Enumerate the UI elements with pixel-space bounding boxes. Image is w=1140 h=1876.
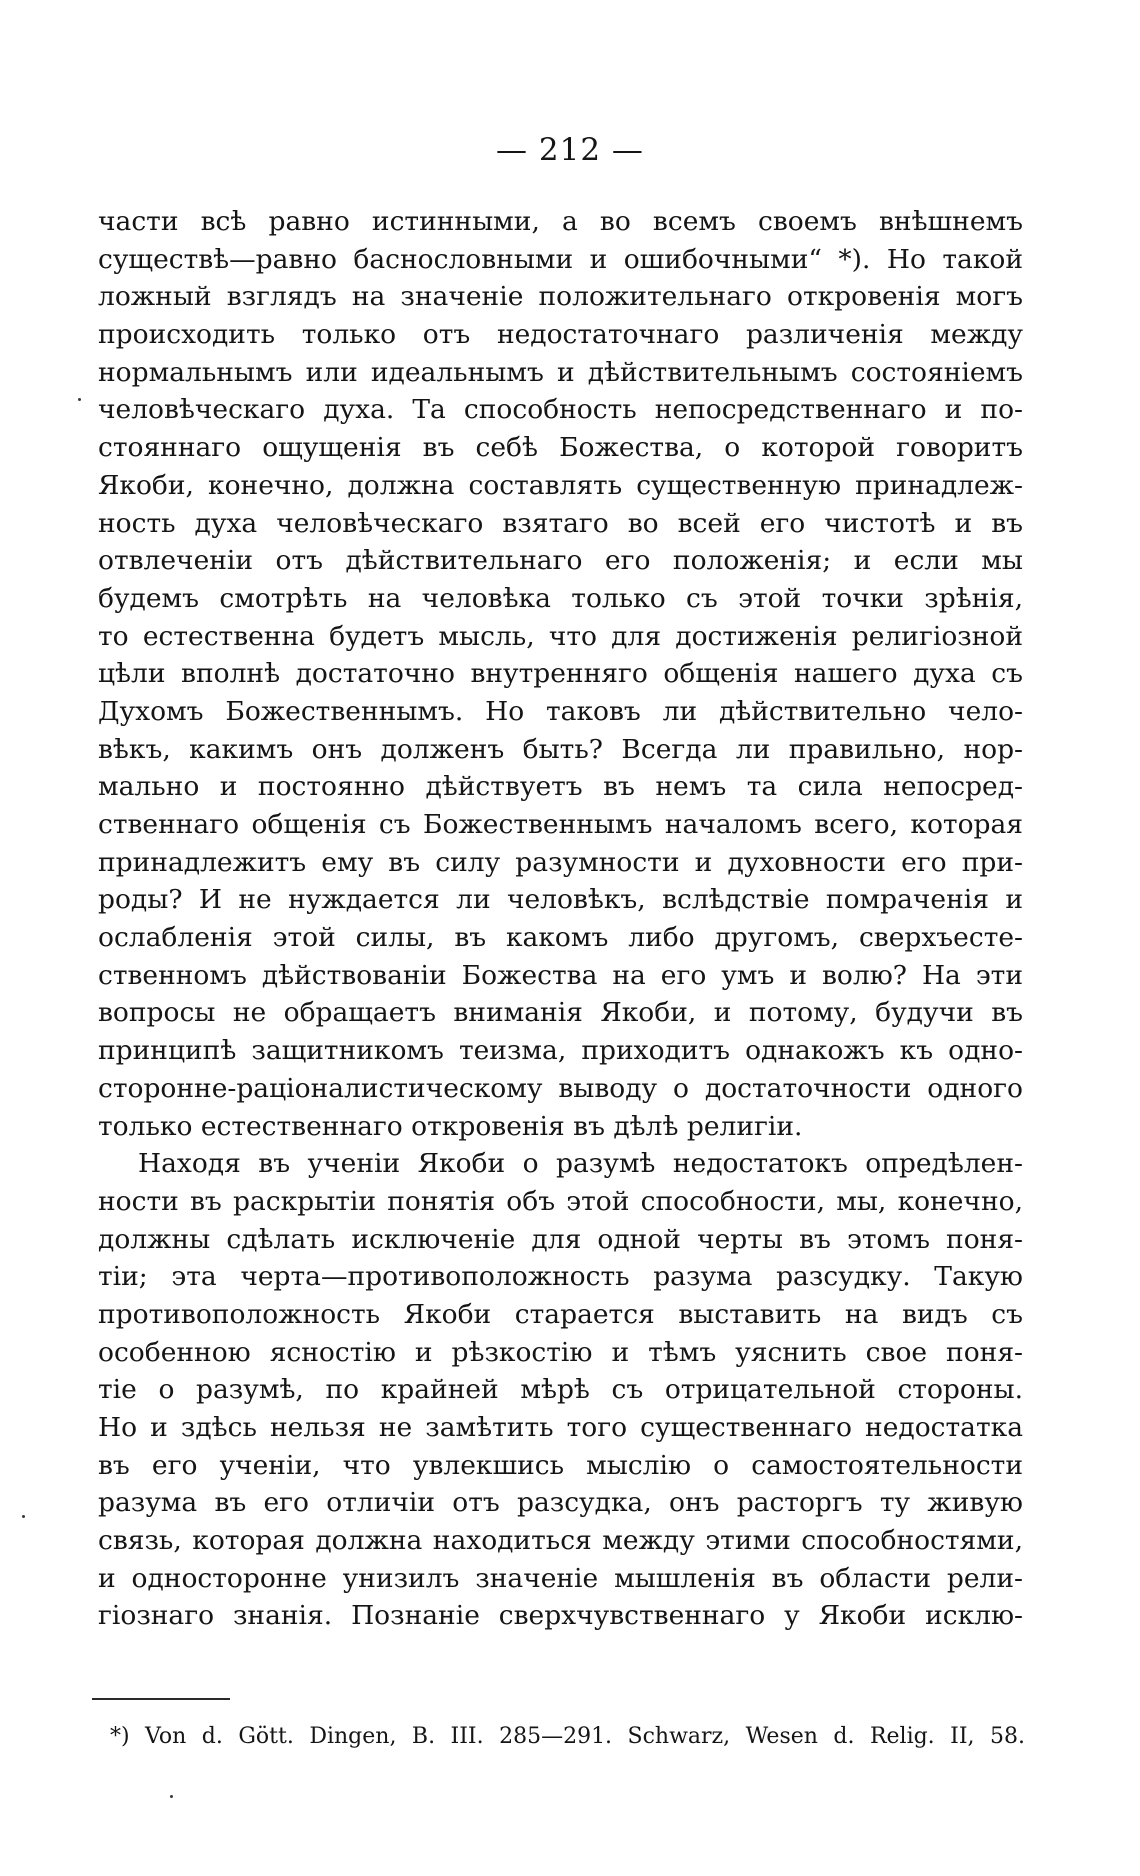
text-line: и односторонне унизилъ значеніе мышленія въ области рели- (98, 1562, 1023, 1594)
print-speck (78, 398, 81, 401)
text-line: ственномъ дѣйствованіи Божества на его умъ и волю? На эти (98, 959, 1023, 991)
text-line: принципѣ защитникомъ теизма, приходитъ однакожъ къ одно- (98, 1035, 1023, 1067)
text-line: человѣческаго духа. Та способность непосредственнаго и по- (98, 394, 1023, 426)
text-line: стояннаго ощущенія въ себѣ Божества, о которой говоритъ (98, 432, 1023, 464)
text-line: особенною ясностію и рѣзкостію и тѣмъ уяснить свое поня- (98, 1336, 1023, 1368)
body-text (98, 203, 1023, 1635)
text-line: ложный взглядъ на значеніе положительнаго откровенія могъ (98, 281, 1023, 313)
text-line: ственнаго общенія съ Божественнымъ началомъ всего, которая (98, 809, 1023, 840)
page-number: — 212 — (496, 132, 644, 168)
text-line: ности въ раскрытіи понятія объ этой способности, мы, конечно, (98, 1185, 1023, 1217)
text-line: сторонне-раціоналистическому выводу о достаточности одного (98, 1072, 1023, 1104)
text-line: гіознаго знанія. Познаніе сверхчувственнаго у Якоби исклю- (98, 1600, 1023, 1632)
text-line: то естественна будетъ мысль, что для достиженія религіозной (98, 620, 1023, 652)
footnote-divider (92, 1698, 230, 1700)
paragraph-start-line: Находя въ ученіи Якоби о разумѣ недостатокъ опредѣлен- (138, 1148, 1023, 1180)
text-line: тіе о разумѣ, по крайней мѣрѣ съ отрицательной стороны. (98, 1374, 1023, 1406)
text-line: цѣли вполнѣ достаточно внутренняго общенія нашего духа съ (98, 658, 1023, 690)
footnote: *) Von d. Gött. Dingen, B. III. 285—291. Schwarz, Wesen d. Relig. II, 58. (110, 1724, 1025, 1749)
paragraph-end-line: только естественнаго откровенія въ дѣлѣ религіи. (98, 1110, 803, 1142)
text-line: ность духа человѣческаго взятаго во всей его чистотѣ и въ (98, 507, 1023, 539)
text-line: вопросы не обращаетъ вниманія Якоби, и потому, будучи въ (98, 997, 1023, 1029)
text-line: существѣ—равно баснословными и ошибочными“ *). Но такой (98, 243, 1023, 275)
text-line: части всѣ равно истинными, а во всемъ своемъ внѣшнемъ (98, 206, 1023, 237)
text-line: Якоби, конечно, должна составлять существенную принадлеж- (98, 469, 1023, 501)
text-line: мально и постоянно дѣйствуетъ въ немъ та сила непосред- (98, 771, 1023, 803)
text-line: должны сдѣлать исключеніе для одной черты въ этомъ поня- (98, 1223, 1023, 1255)
text-line: происходить только отъ недостаточнаго различенія между (98, 319, 1023, 351)
text-line: ослабленія этой силы, въ какомъ либо другомъ, сверхъесте- (98, 922, 1023, 954)
text-line: Духомъ Божественнымъ. Но таковъ ли дѣйствительно чело- (98, 695, 1023, 727)
text-line: тіи; эта черта—противоположность разума разсудку. Такую (98, 1261, 1023, 1293)
text-line: нормальнымъ или идеальнымъ и дѣйствительнымъ состояніемъ (98, 356, 1023, 388)
text-line: противоположность Якоби старается выставить на видъ съ (98, 1298, 1023, 1330)
text-line: будемъ смотрѣть на человѣка только съ этой точки зрѣнія, (98, 582, 1023, 614)
print-speck (22, 1515, 25, 1518)
text-line: вѣкъ, какимъ онъ долженъ быть? Всегда ли правильно, нор- (98, 733, 1023, 765)
text-line: роды? И не нуждается ли человѣкъ, вслѣдствіе помраченія и (98, 884, 1023, 916)
text-line: отвлеченіи отъ дѣйствительнаго его положенія; и если мы (98, 545, 1023, 577)
text-line: связь, которая должна находиться между этими способностями, (98, 1525, 1023, 1557)
text-line: въ его ученіи, что увлекшись мыслію о самостоятельности (98, 1449, 1023, 1481)
text-line: разума въ его отличіи отъ разсудка, онъ расторгъ ту живую (98, 1487, 1023, 1519)
text-line: Но и здѣсь нельзя не замѣтить того существеннаго недостатка (98, 1412, 1023, 1443)
text-line: принадлежитъ ему въ силу разумности и духовности его при- (98, 846, 1023, 878)
print-speck (170, 1795, 173, 1798)
